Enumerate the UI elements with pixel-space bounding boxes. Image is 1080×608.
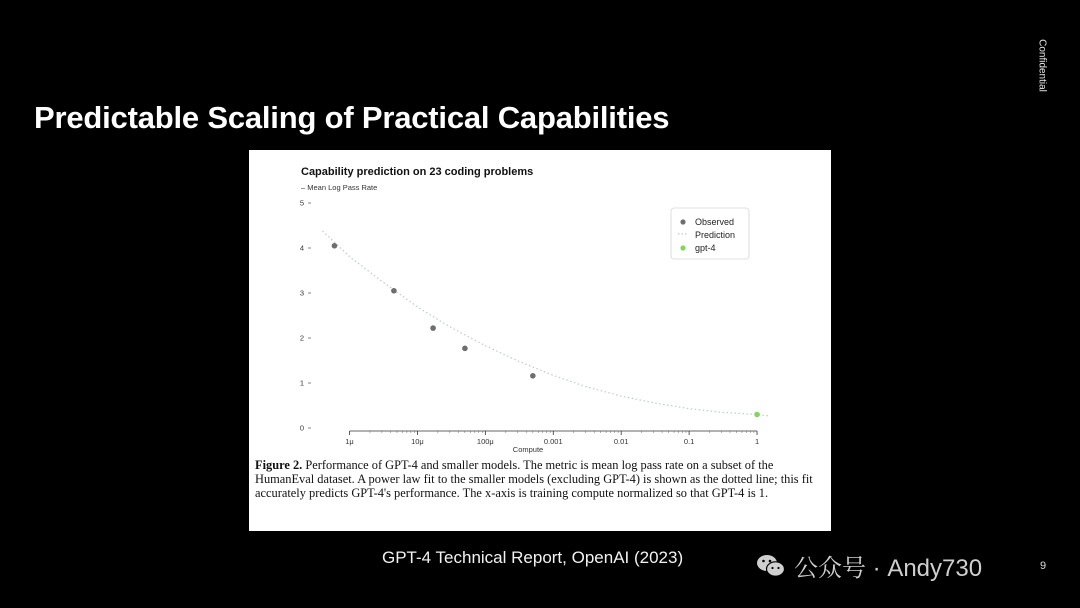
y-tick-label: 4 — [299, 243, 304, 253]
y-tick-label: 5 — [299, 198, 304, 208]
chart-title: Capability prediction on 23 coding problems — [301, 166, 534, 178]
wechat-icon — [756, 553, 786, 579]
wechat-watermark — [756, 548, 982, 583]
caption-label: Figure 2. — [255, 458, 303, 472]
page-number: 9 — [1040, 560, 1047, 572]
observed-point — [430, 325, 436, 331]
confidential-label: Confidential — [1036, 39, 1048, 92]
source-citation: GPT-4 Technical Report, OpenAI (2023) — [382, 548, 684, 567]
x-tick-label: 0.1 — [683, 437, 695, 446]
legend-prediction-label: Prediction — [695, 230, 736, 240]
legend-gpt4-label: gpt-4 — [695, 243, 716, 253]
observed-point — [530, 373, 536, 379]
observed-point — [462, 346, 468, 352]
capability-chart — [249, 150, 831, 455]
x-tick-label: 0.001 — [543, 437, 563, 446]
legend-observed-label: Observed — [695, 217, 735, 227]
x-tick-label: 0.01 — [613, 437, 629, 446]
x-tick-label: 100μ — [476, 437, 494, 446]
caption-text: Performance of GPT-4 and smaller models. The metric is mean log pass rate on a subset of the HumanEval dataset. A power law fit to the smaller models (excluding GPT-4) is shown as the dotted line; this fit accurately predicts GPT-4's performance. The x-axis is training compute normalized so that GPT-4 is 1. — [255, 458, 813, 501]
observed-point — [391, 288, 397, 294]
figure-card — [249, 150, 831, 531]
x-tick-label: 1 — [754, 437, 760, 446]
watermark-text: 公众号 · Andy730 — [794, 555, 983, 582]
x-tick-label: 10μ — [411, 437, 424, 446]
y-tick-label: 3 — [299, 288, 304, 298]
gpt4-point — [754, 412, 760, 418]
chart-legend — [671, 208, 749, 259]
x-tick-label: 1μ — [345, 437, 354, 446]
y-tick-label: 1 — [299, 378, 304, 388]
y-tick-label: 0 — [299, 423, 304, 433]
figure-caption — [255, 458, 825, 501]
x-axis-label: Compute — [512, 445, 544, 454]
slide-title: Predictable Scaling of Practical Capabilities — [34, 100, 670, 135]
y-tick-label: 2 — [299, 333, 304, 343]
legend-gpt4-marker — [680, 245, 685, 250]
y-axis-label: – Mean Log Pass Rate — [301, 183, 378, 192]
legend-observed-marker — [680, 219, 685, 224]
observed-point — [332, 243, 338, 249]
